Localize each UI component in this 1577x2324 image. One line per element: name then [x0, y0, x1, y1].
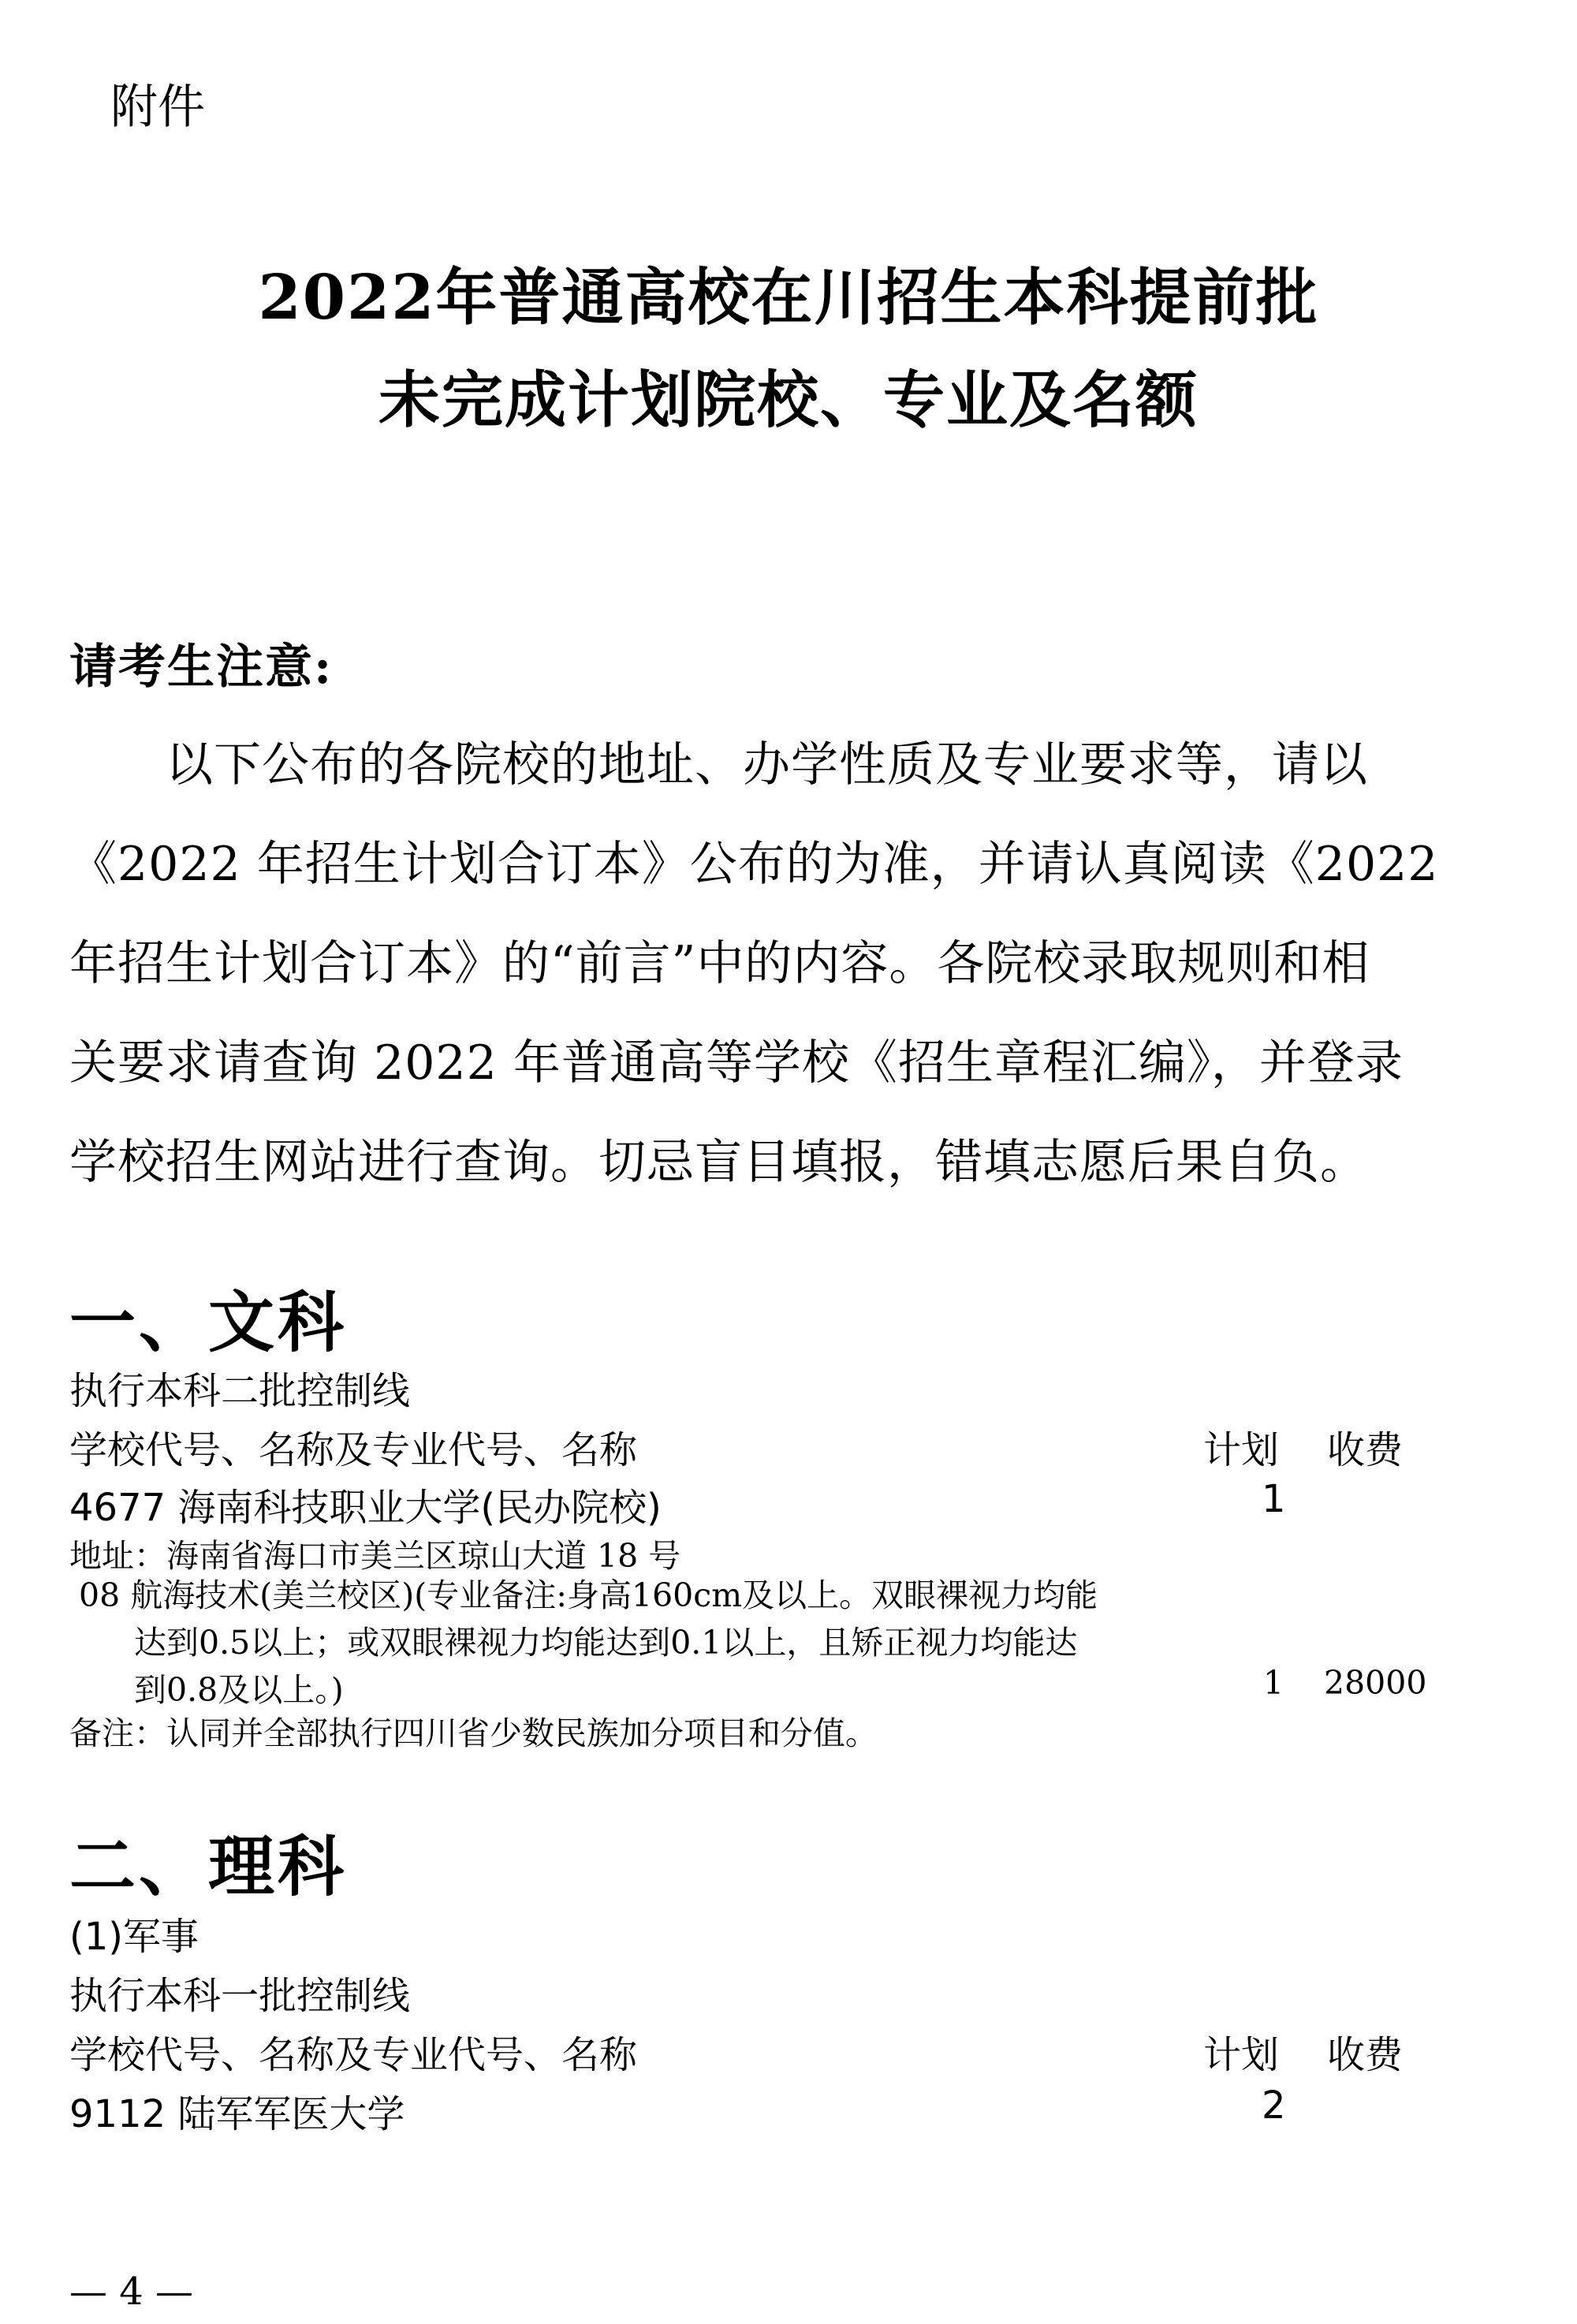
column-header-fee: 收费 [1327, 2033, 1404, 2077]
notice-line: 以下公布的各院校的地址、办学性质及专业要求等，请以 [69, 737, 1368, 793]
major-plan-count: 1 [1263, 1664, 1284, 1702]
column-header-plan: 计划 [1203, 2033, 1280, 2077]
column-header-fee: 收费 [1327, 1428, 1404, 1472]
remark: 备注：认同并全部执行四川省少数民族加分项目和分值。 [69, 1714, 878, 1752]
major-fee: 28000 [1324, 1664, 1427, 1702]
school-entry: 4677 海南科技职业大学(民办院校) [69, 1486, 662, 1530]
notice-heading: 请考生注意: [69, 640, 334, 695]
notice-line: 《2022 年招生计划合订本》公布的为准，并请认真阅读《2022 [69, 837, 1439, 892]
notice-line: 学校招生网站进行查询。切忌盲目填报，错填志愿后果自负。 [69, 1135, 1368, 1190]
column-header-school: 学校代号、名称及专业代号、名称 [69, 2033, 638, 2077]
section-heading-science: 二、理科 [69, 1827, 348, 1905]
control-line-label: 执行本科二批控制线 [69, 1369, 411, 1413]
major-line: 08 航海技术(美兰校区)(专业备注:身高160cm及以上。双眼裸视力均能 [79, 1576, 1098, 1614]
school-plan-count: 2 [1262, 2083, 1286, 2128]
school-address: 地址：海南省海口市美兰区琼山大道 18 号 [69, 1537, 681, 1575]
control-line-label: 执行本科一批控制线 [69, 1974, 411, 2018]
major-line: 达到0.5以上；或双眼裸视力均能达到0.1以上，且矫正视力均能达 [134, 1624, 1078, 1662]
document-title-line-1: 2022年普通高校在川招生本科提前批 [258, 262, 1319, 334]
section-heading-liberal-arts: 一、文科 [69, 1283, 348, 1361]
category-label: (1)军事 [69, 1915, 199, 1959]
notice-line: 年招生计划合订本》的“前言”中的内容。各院校录取规则和相 [69, 936, 1370, 991]
document-title-line-2: 未完成计划院校、专业及名额 [378, 364, 1199, 436]
attachment-label: 附件 [110, 80, 205, 135]
page-number: — 4 — [69, 2270, 194, 2314]
notice-line: 关要求请查询 2022 年普通高等学校《招生章程汇编》，并登录 [69, 1035, 1404, 1091]
major-line: 到0.8及以上。) [134, 1671, 344, 1709]
column-header-school: 学校代号、名称及专业代号、名称 [69, 1428, 638, 1472]
column-header-plan: 计划 [1203, 1428, 1280, 1472]
school-plan-count: 1 [1262, 1477, 1286, 1521]
school-entry: 9112 陆军军医大学 [69, 2092, 405, 2136]
